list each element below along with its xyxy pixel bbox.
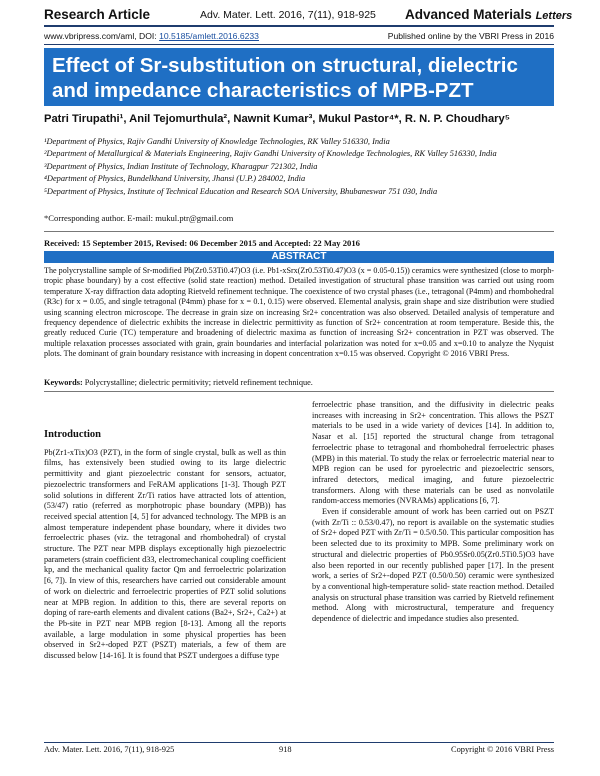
header-citation: Adv. Mater. Lett. 2016, 7(11), 918-925: [200, 9, 376, 21]
keywords-label: Keywords:: [44, 378, 83, 387]
author-list: Patri Tirupathi¹, Anil Tejomurthula², Nawnit Kumar³, Mukul Pastor⁴*, R. N. P. Choudhary⁵: [44, 113, 510, 125]
affiliation-3: ³Department of Physics, Indian Institute of Technology, Kharagpur 721302, India: [44, 161, 318, 171]
right-column: [312, 400, 554, 625]
affiliations: [44, 136, 564, 198]
intro-heading: Introduction: [44, 429, 101, 440]
abstract-text: The polycrystalline sample of Sr-modified Pb(Zr0.53Ti0.47)O3 (i.e. Pb1-xSrx(Zr0.53Ti0.47)O3 (x = 0.05-0.15)) ceramics were synthesized (close to morph-tropic phase boundary) by a cost effective (solid state reaction) method. Detailed investigation of structural phase transition was carried out using room temperature X-ray diffraction data adopting Rietveld refinement technique. The coexistence of two crystal phases (i.e., tetragonal (P4mm) and rhombohedral (R3c) for x = 0.05, and single tetragonal (P4mm) phase for x = 0.1, 0.15) were observed. Elemental analysis, grain shape and size distribution were studied using scanning electron microscope. The decrease in grain size on increasing Sr2+ concentration was also observed. Detailed analysis of temperature and frequency dependence of dielectric exhibits the increase in dielectric permittivity as function of Sr2+ concentration at room temperature. Beside this, the greatly reduced Curie (TC) temperature and broadening of dielectric maxima as function of increasing Sr2+ concentration in PZT was observed. The multiple relaxation processes associated with grain, grain boundaries and interfacial polarization was noted for x=0.05 and x=0.10 to analyze the Nyquist plots. The dominant of grain boundary resistance with increasing in dopent concentration x=0.15 was observed. Copyright © 2016 VBRI Press.: [44, 266, 554, 359]
affiliation-4: ⁴Department of Physics, Bundelkhand University, Jhansi (U.P.) 284002, India: [44, 174, 306, 184]
intro-paragraph-3: Even if considerable amount of work has been carried out on PSZT (with Zr/Ti :: 0.53/0.47), no report is available on the systematic studies of Sr2+ doped PZT with Zr/Ti = 0.5/0.50. This particular composition has been selected due to its proximity to MPB. Some preliminary work on structural and dielectric properties of Pb0.95Sr0.05(Zr0.5Ti0.5)O3 have also been reported in our recently published paper [17]. In the present work, a series of Sr2+-doped PZT (0.50/0.50) ceramic were synthesized by a conventional high-temperature solid- state reaction method. Detailed analysis on structural phase transition was carried by Rietveld refinement method. Along with microstructural, temperature and frequency dependence of dielectric and impedance studies also presented.: [312, 507, 554, 624]
journal-name-main: Advanced Materials: [405, 7, 532, 22]
page-footer: [44, 745, 554, 754]
keywords: [44, 378, 554, 387]
header-rule: [44, 25, 554, 27]
published-online: Published online by the VBRI Press in 2016: [387, 31, 554, 41]
footer-citation: Adv. Mater. Lett. 2016, 7(11), 918-925: [44, 745, 175, 754]
corresponding-author: *Corresponding author. E-mail: mukul.ptr@gmail.com: [44, 213, 234, 223]
intro-paragraph-1: Pb(Zr1-xTix)O3 (PZT), in the form of single crystal, bulk as well as thin films, has extensively been studied owing to its large dielectric permittivity and giant piezoelectric constant for sensors, actuator, piezoelectric transformers and FeRAM applications [1-3]. Though PZT solid solutions in different Zr/Ti ratios have attracted lots of attention, (53/47) ratio (referred as morphotropic phase boundary (MPB)) has received special attention [4, 5] for advanced technology. The MPB is an almost temperature independent phase boundary, where it divides two ferroelectric phases (viz. the tetragonal and rhombohedral) of crystal structure. The PZT near MPB displays exceptionally high piezoelectric parameters (strain coefficient d33, electromechanical coupling coefficient kp, and the mechanical quality factor Qm and ferroelectric polarization [6, 7]). In view of this, researchers have carried out considerable amount of work on dielectric and ferroelectric properties of PZT solid solutions near at MPB region. In addition to this, there are several reports on doping of rare-earth elements and divalent cations (Ba2+, Sr2+, Ca2+) at the Pb-site in PZT near MPB region [8-13]. Among all the reports available, a large modulation in some physical properties has been observed in Sr2+-doped PZT (PSZT) materials, a few of them are discussed below [14-16]. It is found that PSZT undergoes a diffuse type: [44, 447, 286, 661]
page-number: 918: [279, 745, 292, 754]
affiliation-5: ⁵Department of Physics, Institute of Technical Education and Research SOA University, Bhubaneswar 751 030, India: [44, 186, 438, 196]
paper-title: Effect of Sr-substitution on structural, dielectric and impedance characteristics of MPB-PZT: [52, 54, 518, 102]
subheader-rule: [44, 44, 554, 45]
received-dates: Received: 15 September 2015, Revised: 06 December 2015 and Accepted: 22 May 2016: [44, 238, 360, 248]
url-prefix: www.vbripress.com/aml, DOI:: [44, 31, 160, 41]
doi-line: [44, 31, 554, 41]
footer-rule: [44, 742, 554, 743]
title-banner: [44, 48, 554, 106]
divider-rule: [44, 231, 554, 232]
journal-name: [405, 7, 572, 22]
footer-copyright: Copyright © 2016 VBRI Press: [451, 745, 554, 754]
affiliation-1: ¹Department of Physics, Rajiv Gandhi University of Knowledge Technologies, RK Valley 516330, India: [44, 137, 390, 146]
intro-paragraph-2: ferroelectric phase transition, and the diffusivity in dielectric peaks increases with increasing in Sr2+ concentration. This allows the PSZT materials to be used in a wide variety of devices [14]. In addition to, Nasar et al. [15] reported the structural change from tetragonal ferroelectric phase to tetragonal and rhombohedral ferroelectric phases (MPB) in this material. To study the relax or ferroelectric material near to MPB region can be used for pyroelectric and piezoelectric sensors, infrared detectors, medical imaging, and future piezoelectric transformers. Along with these materials can be used as nonvolatile random-access memories (NVRAMs) applications [6, 7].: [312, 400, 554, 506]
left-column: [44, 400, 286, 662]
journal-name-suffix: Letters: [535, 10, 573, 22]
article-type: Research Article: [44, 7, 151, 22]
affiliation-2: ²Department of Metallurgical & Materials Engineering, Rajiv Gandhi University of Knowledge Technologies, RK Valley 516330, India: [44, 149, 497, 159]
doi-link[interactable]: 10.5185/amlett.2016.6233: [159, 31, 259, 41]
keywords-rule: [44, 391, 554, 392]
abstract-heading: ABSTRACT: [44, 251, 554, 263]
keywords-text: Polycrystalline; dielectric permitivity; rietveld refinement technique.: [84, 378, 313, 387]
